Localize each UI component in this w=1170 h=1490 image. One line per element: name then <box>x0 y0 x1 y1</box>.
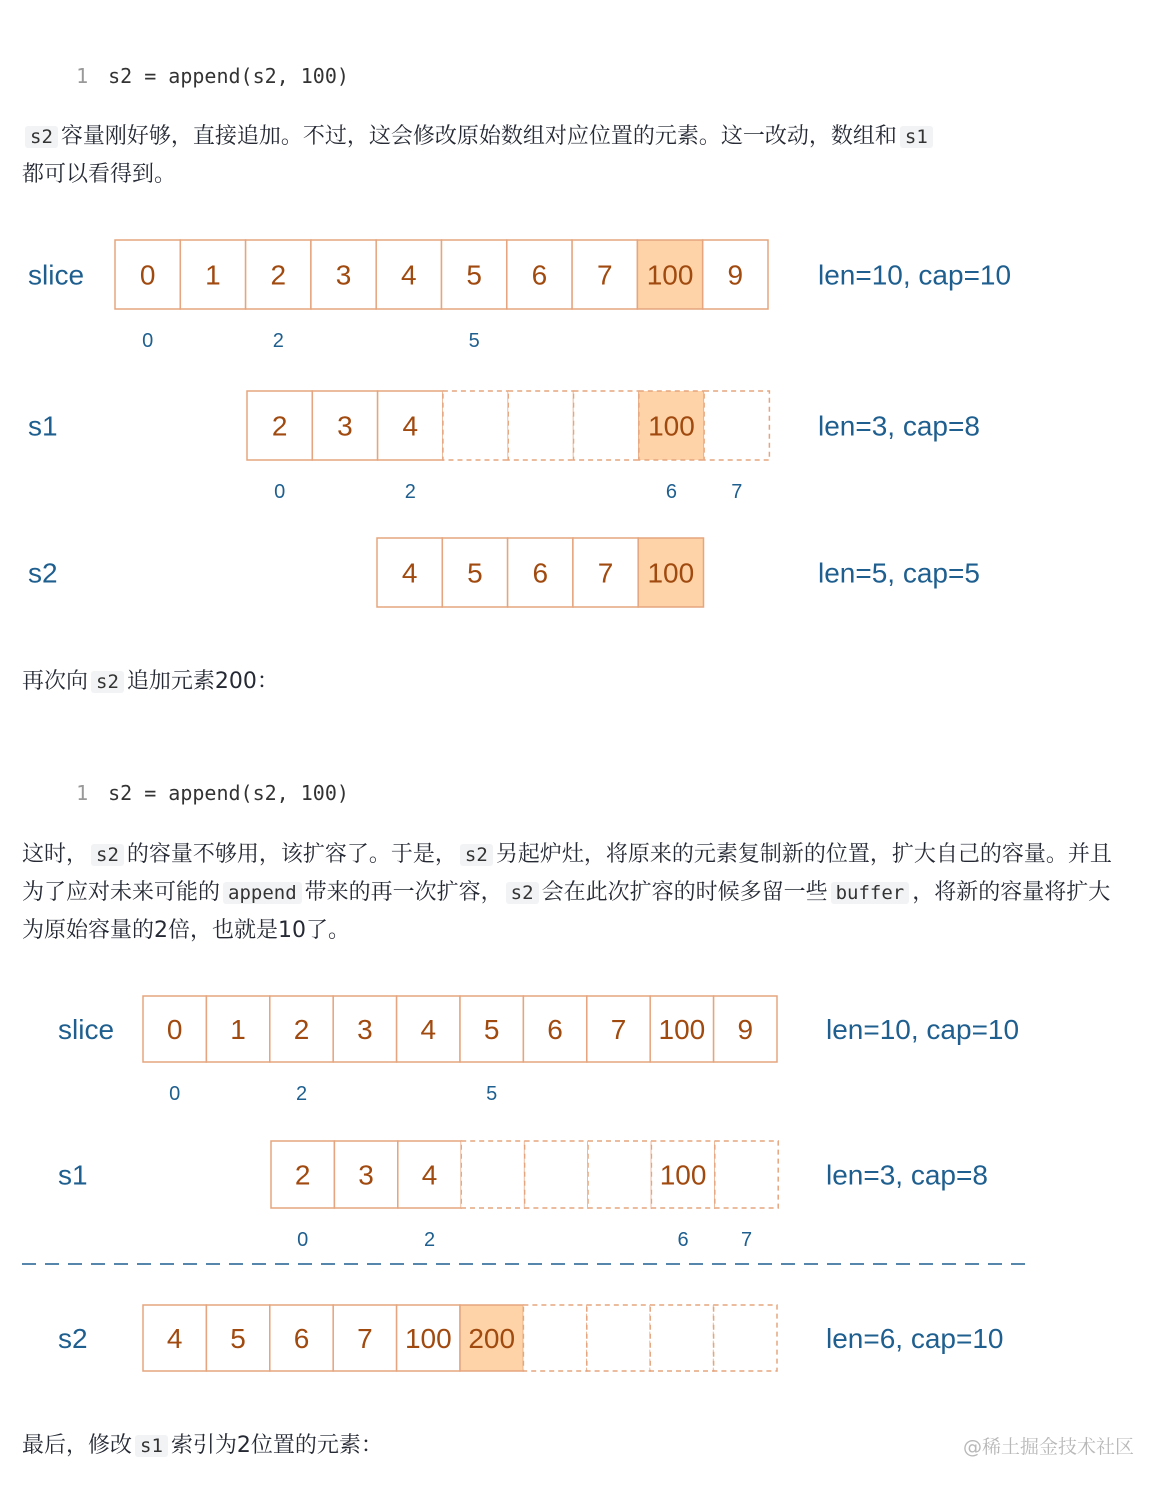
cell-value: 5 <box>483 1014 500 1045</box>
row-label: s1 <box>58 1159 88 1191</box>
index-label: 7 <box>740 1229 753 1251</box>
array-cell <box>715 1141 778 1208</box>
cell-value: 0 <box>166 1014 183 1045</box>
cell-value: 5 <box>466 259 482 291</box>
cell-value: 4 <box>421 1159 438 1191</box>
cell-value: 1 <box>205 259 221 291</box>
watermark: @稀土掘金技术社区 <box>962 1436 1134 1458</box>
row-label: slice <box>58 1014 115 1045</box>
cell-value: 2 <box>293 1014 310 1045</box>
paragraph-text: 会在此次扩容的时候多留一些 <box>541 880 828 905</box>
inline-code: buffer <box>831 882 910 904</box>
inline-code: s2 <box>460 844 493 866</box>
array-cell <box>650 1305 713 1371</box>
array-cell <box>714 1305 777 1371</box>
len-cap-label: len=10, cap=10 <box>818 259 1012 291</box>
slice-row-slice <box>58 996 1019 1105</box>
cell-value: 100 <box>659 1159 707 1191</box>
cell-value: 7 <box>596 259 613 291</box>
cell-value: 1 <box>230 1014 246 1045</box>
row-label: s2 <box>28 557 58 589</box>
index-label: 6 <box>677 1229 689 1251</box>
paragraph-text: 另起炉灶，将原来的元素复制新的位置，扩大自己的容量。并且为了应对未来可能的 <box>22 842 1112 905</box>
paragraph-text: 再次向 <box>22 669 89 694</box>
cell-value: 3 <box>357 1014 373 1045</box>
array-cell <box>587 1305 650 1371</box>
len-cap-label: len=5, cap=5 <box>818 557 980 589</box>
inline-code: s1 <box>900 126 933 148</box>
cell-value: 4 <box>401 557 418 589</box>
cell-value: 4 <box>402 410 419 442</box>
index-label: 0 <box>169 1083 181 1105</box>
cell-value: 6 <box>531 259 548 291</box>
cell-value: 7 <box>597 557 614 589</box>
index-label: 7 <box>731 481 743 503</box>
inline-code: s2 <box>91 671 124 693</box>
cell-value: 9 <box>737 1014 754 1045</box>
cell-value: 100 <box>646 259 694 291</box>
index-label: 2 <box>295 1083 308 1105</box>
line-number: 1 <box>76 781 89 805</box>
paragraph-text: 最后，修改 <box>22 1433 133 1458</box>
cell-value: 100 <box>404 1323 452 1354</box>
len-cap-label: len=10, cap=10 <box>826 1014 1020 1045</box>
cell-value: 2 <box>270 259 287 291</box>
cell-value: 5 <box>230 1323 246 1354</box>
array-cell <box>525 1141 588 1208</box>
code-text: s2 = append(s2, 100) <box>108 64 349 88</box>
row-label: s1 <box>28 410 58 442</box>
index-label: 0 <box>142 330 154 352</box>
line-number: 1 <box>76 64 89 88</box>
cell-value: 100 <box>648 410 695 442</box>
cell-value: 100 <box>647 557 695 589</box>
cell-value: 7 <box>610 1014 627 1045</box>
index-label: 6 <box>665 481 678 503</box>
array-cell <box>588 1141 651 1208</box>
cell-value: 2 <box>294 1159 311 1191</box>
array-cell <box>461 1141 524 1208</box>
slice-row-s1 <box>58 1141 988 1251</box>
cell-value: 6 <box>547 1014 563 1045</box>
cell-value: 7 <box>357 1323 373 1354</box>
inline-code: s1 <box>135 1435 168 1457</box>
inline-code: s2 <box>91 844 124 866</box>
inline-code: append <box>223 882 302 904</box>
row-label: s2 <box>58 1323 88 1354</box>
paragraph-text: 这时， <box>22 842 89 867</box>
index-label: 2 <box>272 330 284 352</box>
paragraph-text: 追加元素200： <box>126 669 279 694</box>
cell-value: 6 <box>532 557 549 589</box>
paragraph-text: 都可以看得到。 <box>22 162 177 187</box>
paragraph-text: 索引为2位置的元素： <box>170 1433 383 1458</box>
inline-code: s2 <box>25 126 58 148</box>
len-cap-label: len=6, cap=10 <box>826 1323 1004 1354</box>
row-label: slice <box>28 259 85 291</box>
cell-value: 5 <box>467 557 483 589</box>
index-label: 2 <box>404 481 416 503</box>
cell-value: 0 <box>139 259 156 291</box>
index-label: 0 <box>297 1229 309 1251</box>
cell-value: 4 <box>401 259 417 291</box>
len-cap-label: len=3, cap=8 <box>818 410 980 442</box>
cell-value: 100 <box>658 1014 706 1045</box>
cell-value: 3 <box>335 259 352 291</box>
index-label: 5 <box>486 1083 498 1105</box>
cell-value: 3 <box>337 410 353 442</box>
cell-value: 3 <box>358 1159 374 1191</box>
cell-value: 6 <box>293 1323 310 1354</box>
paragraph-text: 容量刚好够，直接追加。不过，这会修改原始数组对应位置的元素。这一改动，数组和 <box>60 124 897 149</box>
cell-value: 2 <box>271 410 288 442</box>
code-text: s2 = append(s2, 100) <box>108 781 349 805</box>
slice-row-s2 <box>58 1305 1004 1371</box>
len-cap-label: len=3, cap=8 <box>826 1159 988 1191</box>
paragraph-text: 的容量不够用，该扩容了。于是， <box>126 842 457 867</box>
array-cell <box>523 1305 586 1371</box>
cell-value: 9 <box>727 259 744 291</box>
paragraph-text: 带来的再一次扩容， <box>304 880 503 905</box>
inline-code: s2 <box>506 882 539 904</box>
cell-value: 200 <box>468 1323 516 1354</box>
index-label: 2 <box>423 1229 436 1251</box>
cell-value: 4 <box>166 1323 183 1354</box>
index-label: 5 <box>468 330 480 352</box>
index-label: 0 <box>274 481 286 503</box>
cell-value: 4 <box>420 1014 437 1045</box>
paragraph-text: ，将新的容量将扩大为原始容量的2倍，也就是10了。 <box>22 880 1111 943</box>
